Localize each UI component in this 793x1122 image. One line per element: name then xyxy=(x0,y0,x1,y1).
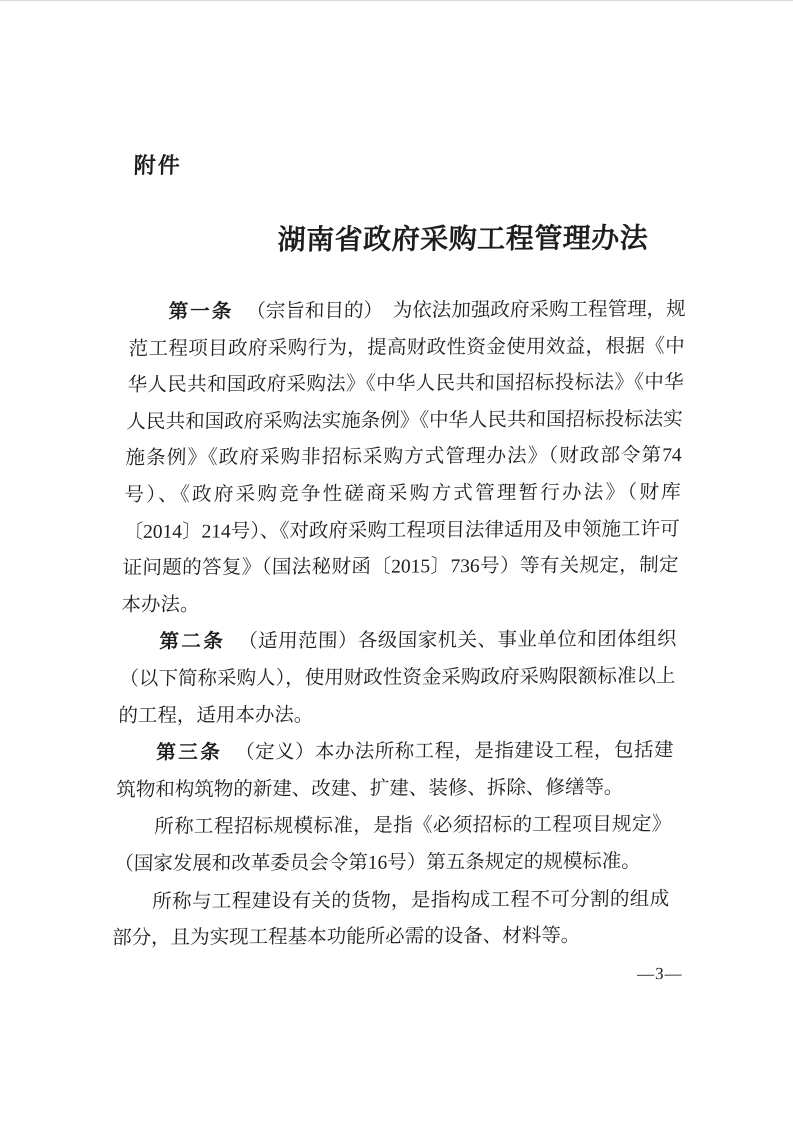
article-number-1: 第一条 xyxy=(168,300,234,323)
article-number-2: 第二条 xyxy=(159,630,226,654)
article-paragraph-2 xyxy=(118,621,677,735)
article-paragraph-4 xyxy=(114,806,672,883)
document-body xyxy=(112,291,687,958)
article-text-5: 所称与工程建设有关的货物，是指构成工程不可分割的组成部分，且为实现工程基本功能所必需的设备、材料等。 xyxy=(111,888,670,950)
page-number: —3— xyxy=(636,963,683,984)
article-text-4: 所称工程招标规模标准，是指《必须招标的工程项目规定》（国家发展和改革委员会令第16号）第五条规定的规模标准。 xyxy=(113,814,672,875)
article-paragraph-5 xyxy=(112,881,670,958)
attachment-label: 附件 xyxy=(133,152,183,179)
article-paragraph-1 xyxy=(121,291,686,624)
article-number-3: 第三条 xyxy=(156,741,223,764)
article-text-1: （宗旨和目的） 为依法加强政府采购工程管理，规范工程项目政府采购行为，提高财政性资金使用效益，根据《中华人民共和国政府采购法》《中华人民共和国招标投标法》《中华人民共和国政府采购法实施条例》《中华人民共和国招标投标法实施条例》《政府采购非招标采购方式管理办法》（财政部令第74号）、《政府采购竞争性磋商采购方式管理暂行办法》（财库〔2014〕214号）、《对政府采购工程项目法律适用及申领施工许可证问题的答复》（国法秘财函〔2015〕736号）等有关规定，制定本办法。 xyxy=(121,299,687,616)
article-text-3: （定义）本办法所称工程，是指建设工程，包括建筑物和构筑物的新建、改建、扩建、装修、拆除、修缮等。 xyxy=(116,740,674,801)
article-text-2: （适用范围）各级国家机关、事业单位和团体组织（以下简称采购人），使用财政性资金采购政府采购限额标准以上的工程，适用本办法。 xyxy=(118,629,677,727)
document-title: 湖南省政府采购工程管理办法 xyxy=(277,223,649,257)
article-paragraph-3 xyxy=(116,732,674,809)
